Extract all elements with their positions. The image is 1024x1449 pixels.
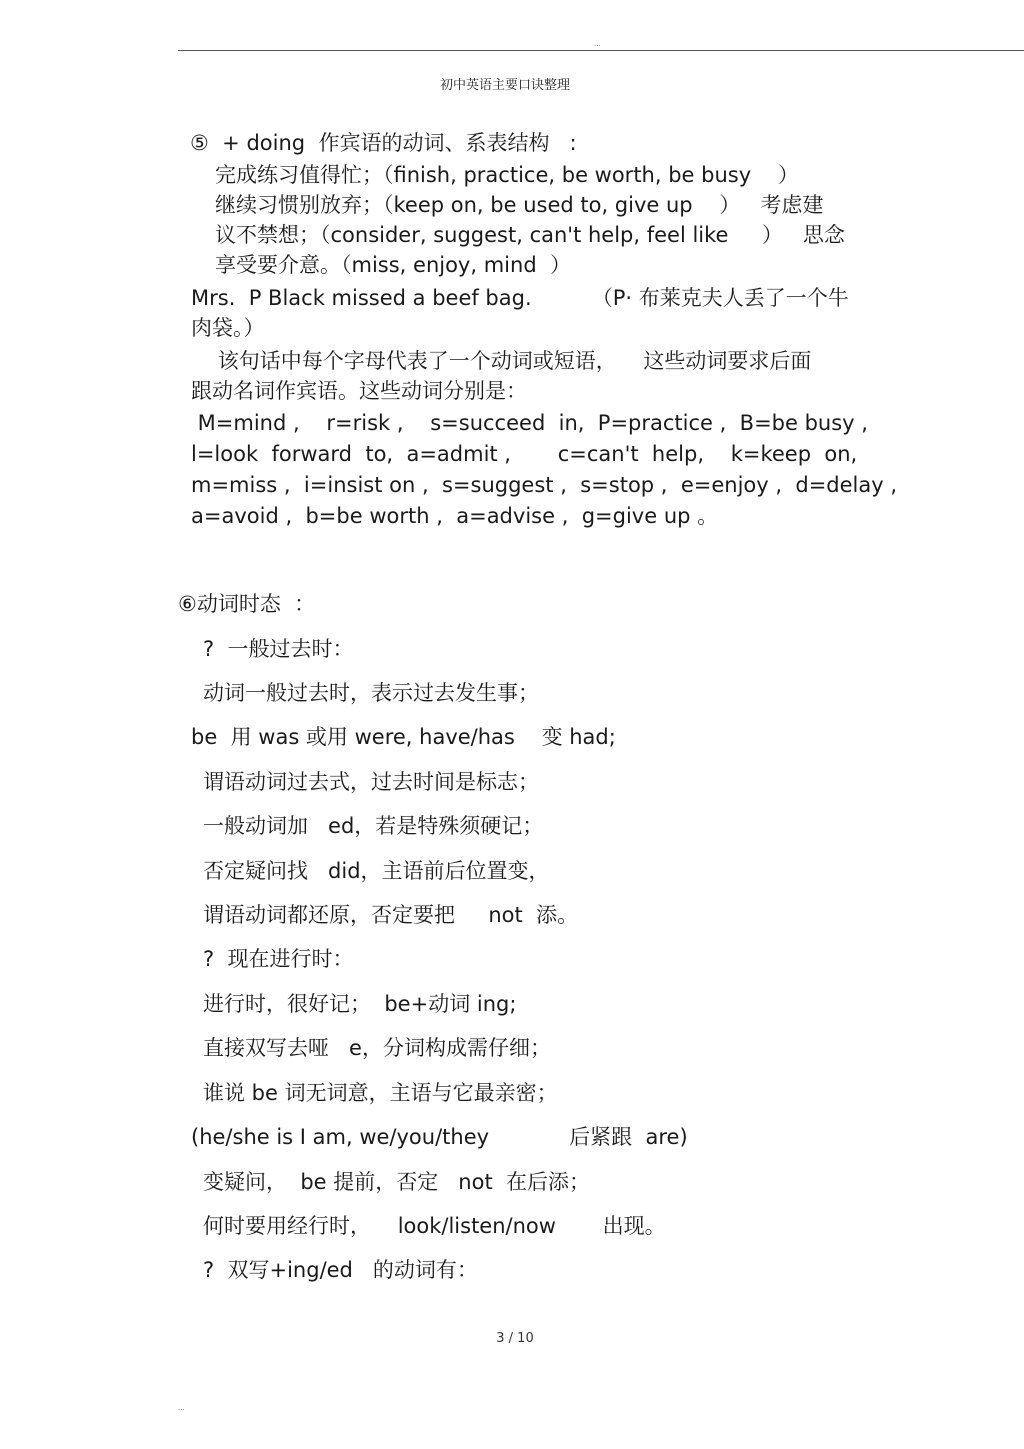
footer-dots: ... bbox=[178, 1404, 185, 1412]
section6-line-12: (he/she is I am, we/you/they 后紧跟 are) bbox=[191, 1125, 688, 1149]
section6-line-13: 变疑问， be 提前，否定 not 在后添； bbox=[203, 1170, 591, 1194]
explanation-line-2: 跟动名词作宾语。这些动词分别是： bbox=[191, 379, 527, 403]
section6-line-3: be 用 was 或用 were, have/has 变 had; bbox=[191, 725, 616, 749]
section6-line-11: 谁说 be 词无词意，主语与它最亲密； bbox=[203, 1081, 558, 1105]
section5-line-4: 享受要介意。（miss, enjoy, mind ） bbox=[215, 253, 571, 277]
verb-line-2: l=look forward to, a=admit , c=can't help, k=keep on, bbox=[191, 442, 858, 466]
section6-line-4: 谓语动词过去式，过去时间是标志； bbox=[203, 770, 539, 794]
section6-line-1: ? 一般过去时： bbox=[203, 637, 354, 661]
section6-heading: ⑥动词时态 ： bbox=[178, 592, 316, 616]
page-number: 3 / 10 bbox=[496, 1331, 534, 1346]
section6-line-10: 直接双写去哑 e，分词构成需仔细； bbox=[203, 1036, 551, 1060]
mnemonic-line-2: 肉袋。） bbox=[191, 316, 265, 340]
section6-line-7: 谓语动词都还原，否定要把 not 添。 bbox=[203, 903, 579, 927]
section6-line-2: 动词一般过去时，表示过去发生事； bbox=[203, 681, 539, 705]
explanation-line-1: 该句话中每个字母代表了一个动词或短语， 这些动词要求后面 bbox=[191, 349, 812, 373]
section6-line-9: 进行时，很好记； be+动词 ing; bbox=[203, 992, 517, 1016]
verb-line-3: m=miss , i=insist on , s=suggest , s=stop , e=enjoy , d=delay , bbox=[191, 473, 898, 497]
header-dots: ... bbox=[594, 40, 601, 48]
section5-line-2: 继续习惯别放弃；（keep on, be used to, give up ） 考虑建 bbox=[215, 193, 824, 217]
verb-line-1: M=mind , r=risk , s=succeed in, P=practice , B=be busy , bbox=[191, 411, 868, 435]
header-rule bbox=[178, 50, 1024, 51]
mnemonic-line-1: Mrs. P Black missed a beef bag. （P· 布莱克夫人丢了一个牛 bbox=[191, 286, 849, 310]
section5-line-3: 议不禁想；（consider, suggest, can't help, feel like ） 思念 bbox=[215, 223, 845, 247]
section6-line-6: 否定疑问找 did，主语前后位置变， bbox=[203, 859, 550, 883]
section6-line-14: 何时要用经行时， look/listen/now 出现。 bbox=[203, 1214, 666, 1238]
section6-line-15: ? 双写+ing/ed 的动词有： bbox=[203, 1258, 478, 1282]
section6-line-5: 一般动词加 ed，若是特殊须硬记； bbox=[203, 814, 544, 838]
page-header-title: 初中英语主要口诀整理 bbox=[439, 78, 570, 93]
section6-line-8: ? 现在进行时： bbox=[203, 947, 354, 971]
section5-heading: ⑤ + doing 作宾语的动词、系表结构 : bbox=[190, 131, 577, 155]
section5-line-1: 完成练习值得忙；（finish, practice, be worth, be busy ） bbox=[215, 163, 799, 187]
verb-line-4: a=avoid , b=be worth , a=advise , g=give up 。 bbox=[191, 504, 719, 528]
